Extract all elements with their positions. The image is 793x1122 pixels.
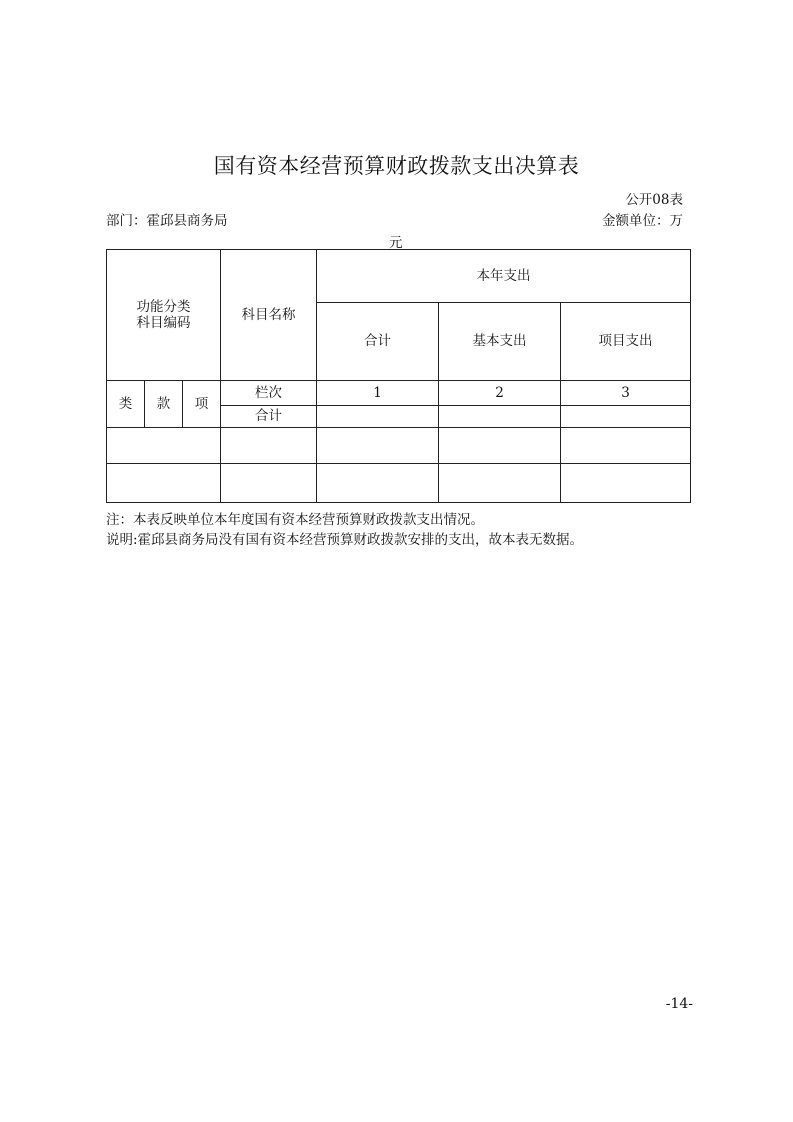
empty-project-cell — [561, 464, 691, 503]
empty-basic-cell — [439, 428, 561, 464]
total-row-total-cell — [317, 406, 439, 428]
expenditure-table — [106, 249, 691, 503]
function-classification-line2: 科目编码 — [136, 315, 191, 331]
empty-code-cell — [107, 428, 221, 464]
empty-project-cell — [561, 428, 691, 464]
column-index-2: 2 — [439, 381, 561, 406]
function-classification-line1: 功能分类 — [136, 298, 191, 315]
column-index-3: 3 — [561, 381, 691, 406]
total-row-basic-cell — [439, 406, 561, 428]
total-row-project-cell — [561, 406, 691, 428]
table-row — [107, 464, 691, 503]
amount-unit-label: 金额单位：万 — [602, 213, 683, 229]
basic-expenditure-header: 基本支出 — [439, 303, 561, 381]
category-lei-header: 类 — [107, 381, 145, 428]
table-explanation: 说明:霍邱县商务局没有国有资本经营预算财政拨款安排的支出，故本表无数据。 — [106, 532, 584, 548]
column-index-label: 栏次 — [221, 381, 317, 406]
empty-code-cell — [107, 464, 221, 503]
page-number: -14- — [665, 996, 693, 1012]
empty-basic-cell — [439, 464, 561, 503]
category-xiang-header: 项 — [183, 381, 221, 428]
current-year-expenditure-header: 本年支出 — [317, 250, 691, 303]
department-label: 部门：霍邱县商务局 — [106, 213, 228, 229]
total-header: 合计 — [317, 303, 439, 381]
column-index-1: 1 — [317, 381, 439, 406]
amount-unit-label-continued: 元 — [389, 235, 403, 251]
form-number: 公开08表 — [625, 192, 683, 208]
table-row — [107, 428, 691, 464]
table-note: 注：本表反映单位本年度国有资本经营预算财政拨款支出情况。 — [106, 512, 484, 528]
empty-subject-cell — [221, 464, 317, 503]
empty-subject-cell — [221, 428, 317, 464]
empty-total-cell — [317, 428, 439, 464]
function-classification-header — [107, 250, 221, 381]
subject-name-header: 科目名称 — [221, 250, 317, 381]
project-expenditure-header: 项目支出 — [561, 303, 691, 381]
total-row-label: 合计 — [221, 406, 317, 428]
page-title: 国有资本经营预算财政拨款支出决算表 — [213, 154, 580, 178]
empty-total-cell — [317, 464, 439, 503]
category-kuan-header: 款 — [145, 381, 183, 428]
